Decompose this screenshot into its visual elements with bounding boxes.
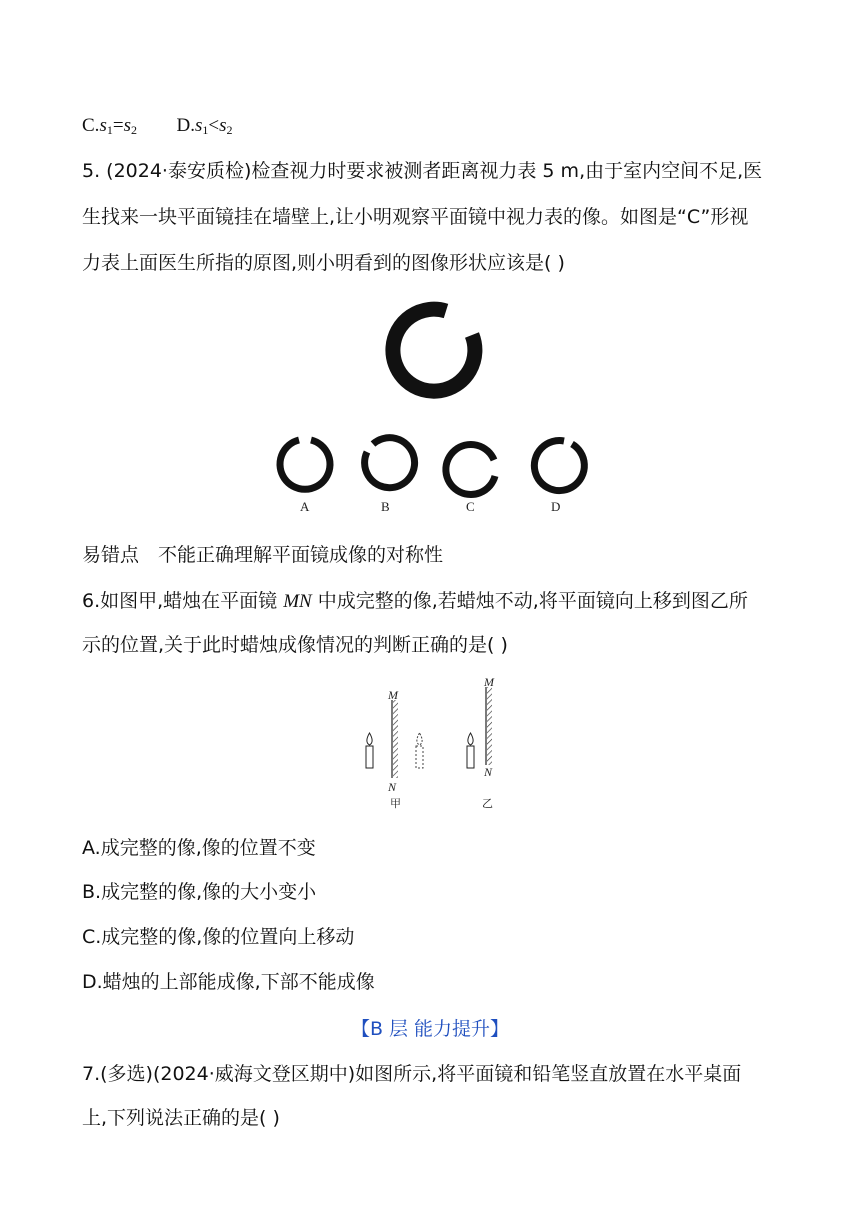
q6-figure	[355, 672, 515, 812]
fig-label-yi: 乙	[482, 797, 493, 810]
q5-option-a-ring	[270, 430, 340, 500]
original-c-ring	[393, 309, 475, 391]
mirror-yi-hatch	[487, 687, 492, 765]
figure-jia	[366, 700, 423, 778]
fig-label-n-yi: N	[484, 765, 493, 779]
q5-option-c-ring	[436, 430, 506, 500]
mirror-label: MN	[283, 591, 312, 612]
fig-label-m-jia: M	[388, 688, 398, 702]
candle-image-jia	[416, 746, 423, 768]
q6-option-d: D.蜡烛的上部能成像,下部不能成像	[82, 971, 375, 993]
q5-original-c-figure	[372, 290, 492, 410]
q6-line-2: 示的位置,关于此时蜡烛成像情况的判断正确的是( )	[82, 634, 508, 656]
flame-jia	[367, 733, 372, 745]
q7-line-1: 7.(多选)(2024·威海文登区期中)如图所示,将平面镜和铅笔竖直放置在水平桌面	[82, 1063, 742, 1085]
candle-jia	[366, 746, 373, 768]
q5-label-c: C	[466, 499, 475, 514]
figure-yi	[467, 687, 492, 768]
q6-line-1: 6.如图甲,蜡烛在平面镜 MN 中成完整的像,若蜡烛不动,将平面镜向上移到图乙所	[82, 590, 748, 612]
q5-line-3: 力表上面医生所指的原图,则小明看到的图像形状应该是( )	[82, 252, 565, 274]
q7-line-2: 上,下列说法正确的是( )	[82, 1107, 280, 1129]
q5-label-d: D	[551, 499, 561, 514]
q5-option-b-ring	[353, 430, 423, 500]
q5-label-a: A	[300, 499, 310, 514]
fig-label-n-jia: N	[388, 780, 397, 794]
q6-option-c: C.成完整的像,像的位置向上移动	[82, 926, 355, 948]
fig-label-jia: 甲	[390, 797, 401, 810]
q5-label-b: B	[381, 499, 390, 514]
q5-line-1: 5. (2024·泰安质检)检查视力时要求被测者距离视力表 5 m,由于室内空间不足,医	[82, 160, 763, 182]
q4-option-d: $D.s_1<s_2$	[176, 115, 233, 137]
flame-yi	[468, 733, 473, 745]
candle-yi	[467, 746, 474, 768]
q4-option-c: $C.s_1=s_2$	[82, 115, 137, 137]
fig-label-m-yi: M	[484, 675, 494, 689]
error-point-heading: 易错点 不能正确理解平面镜成像的对称性	[82, 544, 444, 566]
q5-line-2: 生找来一块平面镜挂在墙壁上,让小明观察平面镜中视力表的像。如图是“C”形视	[82, 206, 749, 228]
section-b-title: 【B 层 能力提升】	[350, 1018, 510, 1040]
flame-image-jia	[417, 733, 422, 745]
q6-option-b: B.成完整的像,像的大小变小	[82, 881, 317, 903]
q4-options	[82, 113, 232, 143]
mirror-jia-hatch	[393, 700, 398, 778]
q6-option-a: A.成完整的像,像的位置不变	[82, 837, 316, 859]
q5-option-d-ring	[521, 430, 591, 500]
